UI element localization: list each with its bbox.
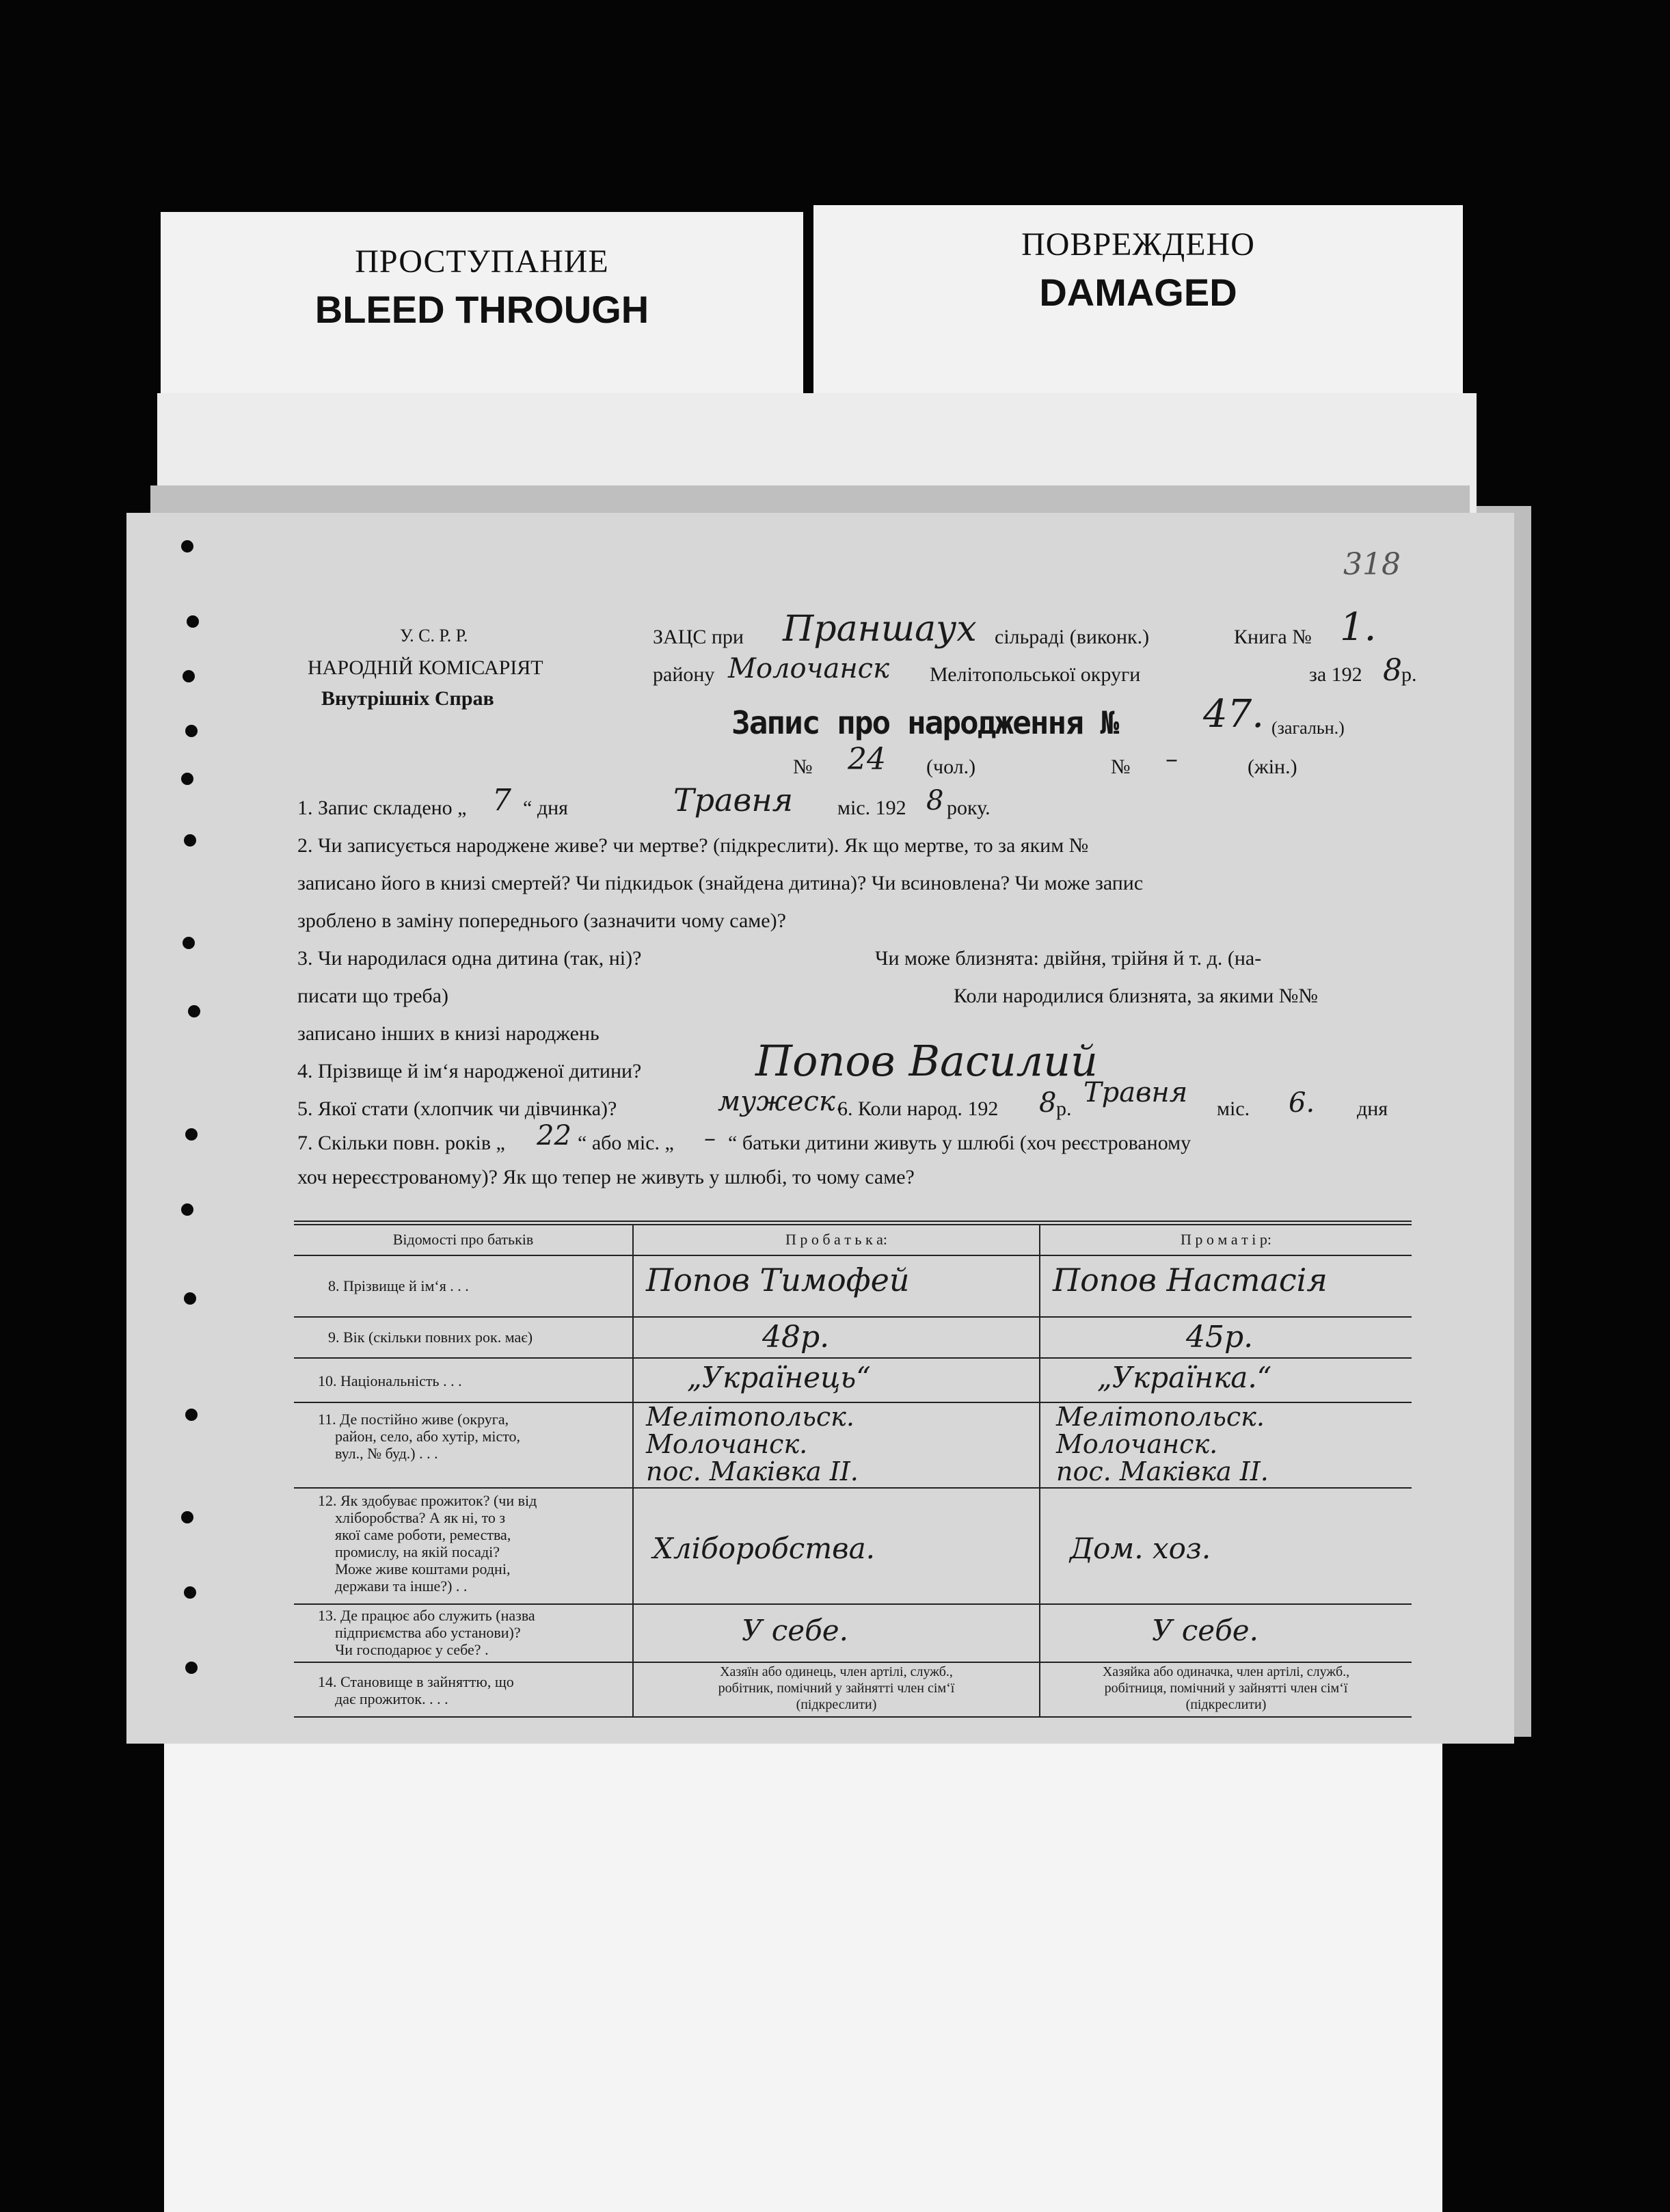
line9-e: дня [1357,1097,1388,1120]
father-status: робітник, помічний у зайнятті член сім‘ї [718,1681,955,1696]
line10-c: “ батьки дитини живуть у шлюбі (хоч реєстрованому [728,1132,1191,1154]
row-label: 10. Національність . . . [318,1372,462,1389]
punch-hole [185,1662,198,1674]
male-label: (чол.) [926,756,976,778]
table-col-rule [632,1224,634,1716]
table-rule [294,1357,1412,1359]
row-label: Чи господарює у себе? . [335,1641,489,1658]
line9-d: міс. [1217,1097,1250,1120]
mother-address: Мелітопольск. [1056,1402,1265,1432]
father-name: Попов Тимофей [646,1262,910,1298]
line3: записано його в книзі смертей? Чи підкидьок (знайдена дитина)? Чи всиновлена? Чи може запис [297,872,1144,894]
book-number: 1. [1340,605,1377,650]
row-label: хліборобства? А як ні, то з [335,1509,506,1526]
bleed-through-en: BLEED THROUGH [314,288,649,331]
row-label: дає прожиток. . . . [335,1690,448,1707]
ussr-label: У. С. Р. Р. [400,626,468,645]
mother-address: пос. Маківка ІІ. [1056,1456,1269,1487]
row-label: район, село, або хутір, місто, [335,1428,521,1445]
birth-month: Травня [1083,1077,1188,1108]
row-label: 9. Вік (скільки повних рок. має) [328,1329,533,1346]
marriage-months: – [704,1125,716,1152]
page-number: 318 [1343,547,1401,582]
line6-a: писати що треба) [297,985,448,1007]
female-label: (жін.) [1248,756,1297,778]
punch-hole [183,937,195,949]
row-label: 8. Прізвище й ім‘я . . . [328,1277,469,1294]
row-label: держави та інше?) . . [335,1577,468,1595]
punch-hole [184,1292,196,1305]
row-label: промислу, на якій посаді? [335,1543,500,1560]
birth-day: 6. [1289,1087,1315,1119]
year-digit: 8 [1383,653,1402,688]
district-prefix: району [653,663,715,686]
line11: хоч нереєстрованому)? Як що тепер не живуть у шлюбі, то чому саме? [297,1166,915,1188]
table-rule [294,1662,1412,1663]
table-rule [294,1316,1412,1318]
record-title: Запис про народження № [731,704,1118,741]
table-rule [294,1255,1412,1256]
table-header-mother: П р о м а т і р: [1181,1231,1271,1248]
birth-record-card [126,513,1514,1744]
commissariat-label: НАРОДНІЙ КОМІСАРІЯТ [308,656,543,679]
father-status: Хазяїн або одинець, член артілі, служб., [720,1664,953,1679]
mother-workplace: У себе. [1152,1614,1258,1647]
line5-a: 3. Чи народилася одна дитина (так, ні)? [297,947,642,970]
line1-c: міс. 192 [837,797,906,819]
bleed-through-ru: ПРОСТУПАНИЕ [355,243,609,280]
punch-hole [183,670,195,682]
line9-a: 5. Якої стати (хлопчик чи дівчинка)? [297,1097,617,1120]
row-label: 13. Де працює або служить (назва [318,1607,535,1624]
total-label: (загальн.) [1271,718,1345,738]
row-label: 11. Де постійно живе (округа, [318,1411,509,1428]
table-top-rule-2 [294,1224,1412,1225]
damaged-en: DAMAGED [1039,271,1237,314]
table-bottom-rule [294,1716,1412,1718]
record-month: Травня [673,782,794,818]
father-status: (підкреслити) [796,1697,877,1712]
mother-status: (підкреслити) [1185,1697,1267,1712]
punch-hole [181,1203,193,1216]
bleed-through-card [161,212,803,417]
mother-nationality: „Українка.“ [1097,1361,1272,1394]
ministry-label: Внутрішніх Справ [321,687,494,710]
punch-hole [181,540,193,552]
punch-hole [185,1409,198,1421]
line9-c: р. [1056,1097,1072,1120]
father-address: Мелітопольск. [646,1402,854,1432]
line1-d: року. [947,797,991,819]
mother-age: 45р. [1186,1320,1254,1355]
father-address: Молочанск. [646,1429,808,1459]
book-label: Книга № [1234,626,1312,648]
punch-hole [185,725,198,737]
father-workplace: У себе. [742,1614,848,1647]
female-no-label: № [1111,756,1131,778]
line10-a: 7. Скільки повн. років „ [297,1132,505,1154]
year-label: за 192 [1309,663,1362,686]
zags-prefix: ЗАЦС при [653,626,744,648]
birth-year: 8 [1039,1087,1057,1119]
record-year: 8 [926,785,944,816]
line2: 2. Чи записується народжене живе? чи мертве? (підкреслити). Як що мертве, то за яким № [297,834,1089,857]
damaged-card [813,205,1463,417]
punch-hole [187,615,199,628]
table-col-rule [1039,1224,1040,1716]
line1-b: “ дня [523,797,568,819]
line10-b: “ або міс. „ [578,1132,674,1154]
district-name: Молочанск [728,653,889,684]
punch-hole [181,1511,193,1523]
table-rule [294,1487,1412,1489]
row-label: 12. Як здобуває прожиток? (чи від [318,1492,537,1509]
line5-b: Чи може близнята: двійня, трійня й т. д. (на- [875,947,1262,970]
year-suffix: р. [1401,663,1417,686]
mother-name: Попов Настасія [1053,1262,1328,1298]
child-name: Попов Василий [755,1036,1098,1086]
father-address: пос. Маківка ІІ. [646,1456,859,1487]
record-number-female: – [1166,745,1178,773]
mother-status: Хазяйка або одиначка, член артілі, служб., [1102,1664,1350,1679]
table-rule [294,1603,1412,1605]
father-occupation: Хліборобства. [653,1532,875,1565]
row-label: 14. Становище в зайняттю, що [318,1673,514,1690]
line6-b: Коли народилися близнята, за якими №№ [954,985,1319,1007]
line7: записано інших в книзі народжень [297,1022,600,1045]
mother-occupation: Дом. хоз. [1070,1532,1211,1565]
row-label: вул., № буд.) . . . [335,1445,438,1462]
punch-hole [181,773,193,785]
line1-a: 1. Запис складено „ [297,797,467,819]
father-age: 48р. [762,1320,830,1355]
child-sex: мужеск. [718,1086,844,1117]
punch-hole [184,1586,196,1599]
record-number-total: 47. [1203,692,1265,736]
line4: зроблено в заміну попереднього (зазначити чому саме)? [297,909,786,932]
table-header-info: Відомості про батьків [392,1231,534,1248]
table-top-rule [294,1221,1412,1222]
zags-village: Праншаух [783,609,977,650]
punch-hole [188,1005,200,1017]
row-label: якої саме роботи, ремества, [335,1526,511,1543]
record-number-male: 24 [848,742,886,777]
male-no-label: № [793,756,813,778]
table-header-father: П р о б а т ь к а: [785,1231,888,1248]
mother-status: робітниця, помічний у зайнятті член сім‘ї [1104,1681,1348,1696]
backing-sheet-lower [164,1709,1442,2212]
punch-hole [184,834,196,847]
zags-suffix: сільраді (виконк.) [995,626,1150,648]
father-nationality: „Українець“ [687,1361,871,1394]
row-label: підприємства або установи)? [335,1624,521,1641]
damaged-ru: ПОВРЕЖДЕНО [1021,226,1255,263]
mother-address: Молочанск. [1056,1429,1218,1459]
row-label: Може живе коштами родні, [335,1560,511,1577]
punch-hole [185,1128,198,1141]
record-day: 7 [492,783,511,818]
line8: 4. Прізвище й ім‘я народженої дитини? [297,1060,642,1082]
marriage-years: 22 [537,1120,571,1151]
district-suffix: Мелітопольської округи [930,663,1141,686]
line9-b: 6. Коли народ. 192 [837,1097,999,1120]
